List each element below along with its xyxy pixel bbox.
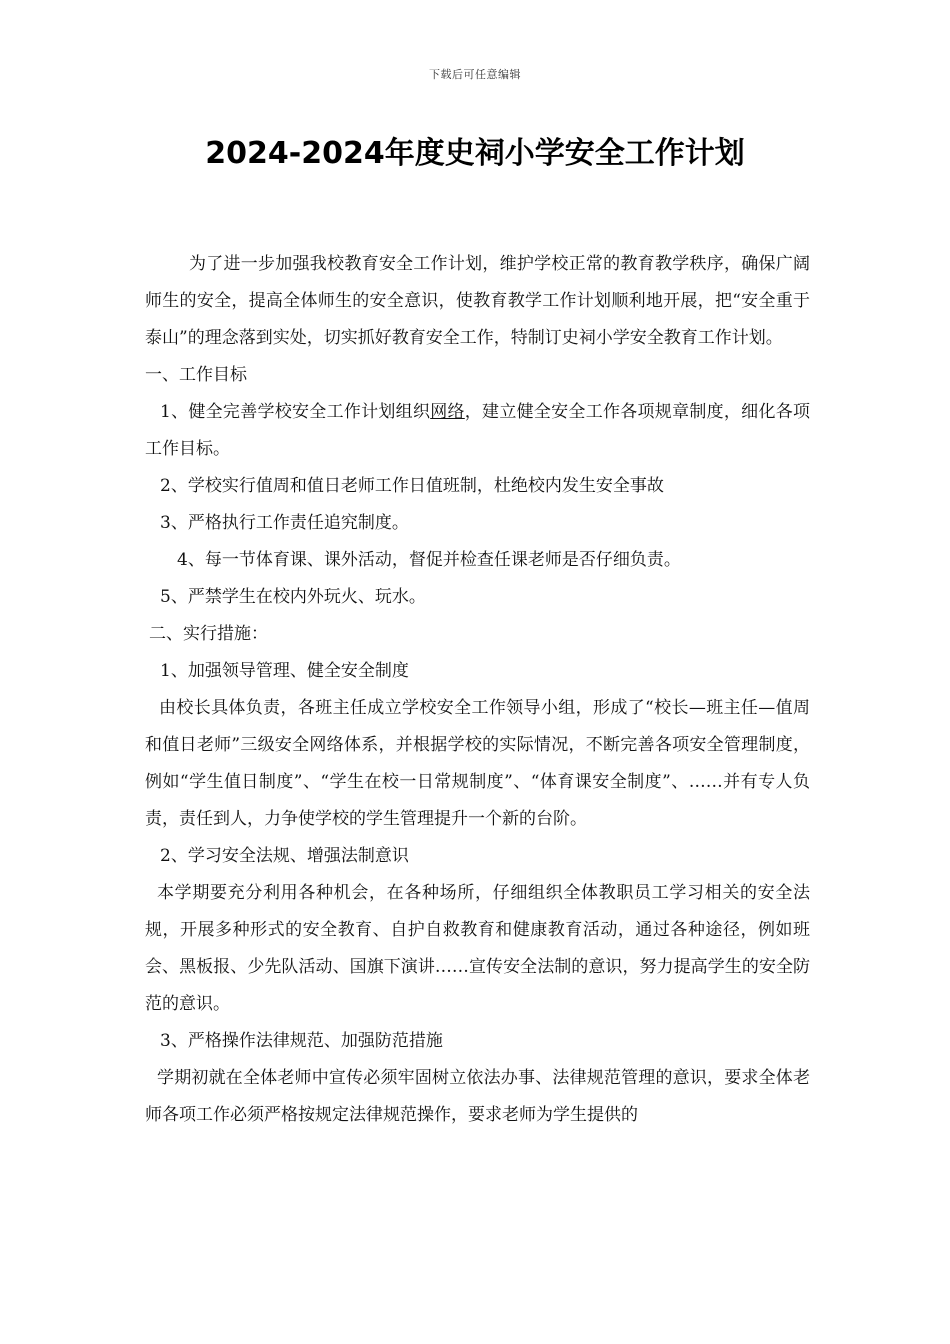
header-note: 下载后可任意编辑 <box>429 68 521 81</box>
goal-item-1-text-b: ，建立健全安全工作各项规章制度，细化各项工作目标。 <box>145 402 811 459</box>
section-heading-goals: 一、工作目标 <box>145 365 247 385</box>
goal-item-1 <box>145 394 810 468</box>
measure-3-body: 学期初就在全体老师中宣传必须牢固树立依法办事、法律规范管理的意识，要求全体老师各项工作必须严格按规定法律规范操作，要求老师为学生提供的 <box>145 1068 810 1125</box>
page-title: 2024-2024年度史祠小学安全工作计划 <box>205 136 745 171</box>
measure-1-title: 1、加强领导管理、健全安全制度 <box>160 661 409 681</box>
measure-2-title: 2、学习安全法规、增强法制意识 <box>160 846 409 866</box>
goal-item-3: 3、严格执行工作责任追究制度。 <box>160 513 409 533</box>
goal-item-5: 5、严禁学生在校内外玩火、玩水。 <box>160 587 426 607</box>
measure-3-title: 3、严格操作法律规范、加强防范措施 <box>160 1031 443 1051</box>
goal-item-1-text-a: 1、健全完善学校安全工作计划组织 <box>160 402 431 422</box>
measure-1-body: 由校长具体负责，各班主任成立学校安全工作领导小组，形成了“校长—班主任—值周和值日老师”三级安全网络体系，并根据学校的实际情况，不断完善各项安全管理制度，例如“学生值日制度”、“学生在校一日常规制度”、“体育课安全制度”、……并有专人负责，责任到人，力争使学校的学生管理提升一个新的台阶。 <box>145 698 810 829</box>
goal-item-4: 4、每一节体育课、课外活动，督促并检查任课老师是否仔细负责。 <box>177 550 681 570</box>
network-link[interactable]: 网络 <box>430 402 465 422</box>
document-body <box>145 246 810 1134</box>
intro-paragraph: 为了进一步加强我校教育安全工作计划，维护学校正常的教育教学秩序，确保广阔师生的安全，提高全体师生的安全意识，使教育教学工作计划顺利地开展，把“安全重于泰山”的理念落到实处，切实抓好教育安全工作，特制订史祠小学安全教育工作计划。 <box>145 254 810 348</box>
measure-2-body: 本学期要充分利用各种机会，在各种场所，仔细组织全体教职员工学习相关的安全法规，开展多种形式的安全教育、自护自救教育和健康教育活动，通过各种途径，例如班会、黑板报、少先队活动、国旗下演讲……宣传安全法制的意识，努力提高学生的安全防范的意识。 <box>145 883 810 1014</box>
section-heading-measures: 二、实行措施： <box>149 624 268 644</box>
goal-item-2: 2、学校实行值周和值日老师工作日值班制，杜绝校内发生安全事故 <box>160 476 664 496</box>
